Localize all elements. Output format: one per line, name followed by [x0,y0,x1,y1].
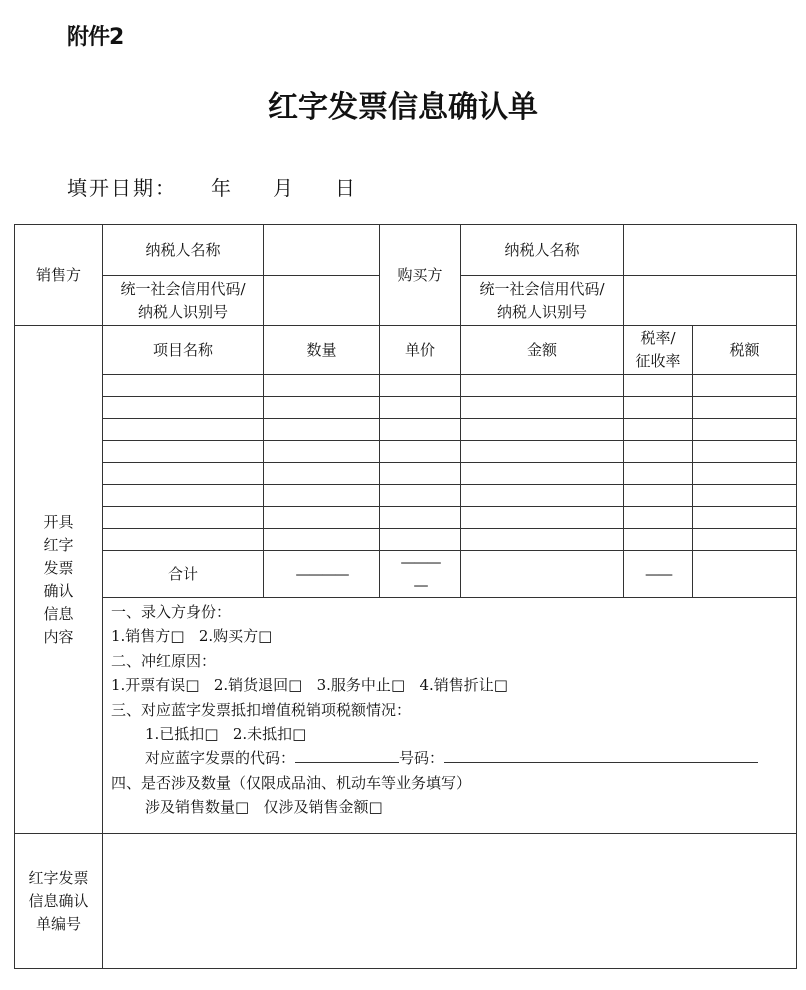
cell-unit-price[interactable] [380,419,461,441]
cell-unit-price[interactable] [380,485,461,507]
table-row [15,375,797,397]
cell-item-name[interactable] [103,397,264,419]
checkbox-sales-return[interactable]: □ [288,676,303,695]
cell-amount[interactable] [461,419,624,441]
cell-tax-amount[interactable] [693,485,797,507]
cell-quantity[interactable] [264,397,380,419]
total-quantity-dash: ———— [264,551,380,598]
cell-unit-price[interactable] [380,375,461,397]
checkbox-deducted[interactable]: □ [204,725,219,744]
section3-title: 三、对应蓝字发票抵扣增值税销项税额情况： [111,700,412,719]
option-seller-label: 1.销售方 [111,627,171,646]
table-row [15,441,797,463]
cell-tax-rate[interactable] [624,507,693,529]
section2-title: 二、冲红原因： [111,651,217,670]
cell-tax-amount[interactable] [693,397,797,419]
cell-amount[interactable] [461,375,624,397]
total-tax-rate-dash: —— [624,551,693,598]
option-not-deducted-label: 2.未抵扣 [232,725,293,744]
cell-tax-rate[interactable] [624,441,693,463]
cell-tax-amount[interactable] [693,529,797,551]
cell-amount[interactable] [461,485,624,507]
checkbox-amount-only[interactable]: □ [368,798,383,817]
unit-price-dash-line1: ——— [400,553,440,571]
col-header-tax-rate [624,326,693,375]
section1-title: 一、录入方身份： [111,603,232,621]
credit-code-label-line2: 纳税人识别号 [137,302,228,321]
section3-code-line [111,746,796,770]
credit-code-label-line1: 统一社会信用代码/ [120,279,246,298]
buyer-credit-code-label [461,276,624,326]
total-row [15,551,797,598]
cell-unit-price[interactable] [380,441,461,463]
checkbox-invoice-error[interactable]: □ [185,676,200,695]
cell-tax-rate[interactable] [624,419,693,441]
checkbox-sales-discount[interactable]: □ [493,676,508,695]
seller-label: 销售方 [15,225,103,326]
section2-options [111,673,796,697]
seller-taxpayer-name-label: 纳税人名称 [103,225,264,276]
page-title: 红字发票信息确认单 [268,90,538,125]
table-row [15,463,797,485]
cell-quantity[interactable] [264,463,380,485]
cell-unit-price[interactable] [380,397,461,419]
option-service-termination-label: 3.服务中止 [316,676,391,695]
cell-tax-amount[interactable] [693,507,797,529]
section1-options [111,624,796,648]
cell-unit-price[interactable] [380,507,461,529]
cell-tax-rate[interactable] [624,529,693,551]
cell-tax-amount[interactable] [693,463,797,485]
blue-invoice-code-field[interactable] [295,746,399,763]
cell-amount[interactable] [461,441,624,463]
cell-quantity[interactable] [264,507,380,529]
items-section-label [15,326,103,834]
checkbox-service-termination[interactable]: □ [390,676,406,695]
month-label: 月 [273,176,293,200]
col-header-tax-amount: 税额 [693,326,797,375]
cell-item-name[interactable] [103,529,264,551]
confirmation-label-line1: 红字发票 [28,868,89,887]
unit-price-dash-line2: — [413,576,427,594]
cell-amount[interactable] [461,529,624,551]
cell-tax-rate[interactable] [624,375,693,397]
section-label-line: 确认 [43,581,74,600]
cell-tax-amount[interactable] [693,441,797,463]
buyer-taxpayer-name-field[interactable] [624,225,797,276]
blue-invoice-number-label: 号码： [399,749,445,768]
cell-tax-rate[interactable] [624,397,693,419]
attachment-label: 附件2 [67,25,124,50]
cell-tax-rate[interactable] [624,463,693,485]
confirmation-label-line3: 单编号 [35,914,81,933]
party-row-name [15,225,797,276]
confirmation-label-line2: 信息确认 [28,891,89,910]
year-label: 年 [211,176,231,200]
cell-tax-rate[interactable] [624,485,693,507]
section-label-line: 内容 [43,627,74,646]
cell-amount[interactable] [461,397,624,419]
credit-code-label-line2: 纳税人识别号 [496,302,587,321]
col-header-quantity: 数量 [264,326,380,375]
items-header-row [15,326,797,375]
option-amount-only-label: 仅涉及销售金额 [263,798,369,817]
table-row [15,507,797,529]
col-header-unit-price: 单价 [380,326,461,375]
cell-item-name[interactable] [103,485,264,507]
table-row [15,485,797,507]
day-label: 日 [335,176,355,200]
fill-date-line [67,172,355,201]
cell-quantity[interactable] [264,375,380,397]
checkbox-not-deducted[interactable]: □ [292,725,307,744]
section3-options [111,722,796,746]
total-label: 合计 [103,551,264,598]
cell-amount[interactable] [461,507,624,529]
col-header-amount: 金额 [461,326,624,375]
confirmation-number-field[interactable] [103,834,797,969]
table-row [15,529,797,551]
cell-item-name[interactable] [103,441,264,463]
total-tax-amount-field[interactable] [693,551,797,598]
cell-quantity[interactable] [264,419,380,441]
section-label-line: 红字 [43,535,74,554]
fill-date-label: 填开日期： [67,176,177,200]
tax-rate-header-line2: 征收率 [635,352,681,370]
cell-quantity[interactable] [264,441,380,463]
credit-code-label-line1: 统一社会信用代码/ [479,279,605,298]
seller-credit-code-label [103,276,264,326]
table-row [15,419,797,441]
cell-tax-amount[interactable] [693,419,797,441]
tax-rate-header-line1: 税率/ [640,329,676,347]
cell-tax-amount[interactable] [693,375,797,397]
section-label-line: 发票 [43,558,74,577]
option-invoice-error-label: 1.开票有误 [111,676,186,695]
buyer-label: 购买方 [380,225,461,326]
col-header-item-name: 项目名称 [103,326,264,375]
option-sales-return-label: 2.销货退回 [213,676,289,695]
options-row [15,598,797,834]
cell-amount[interactable] [461,463,624,485]
section4-options [111,795,796,819]
blue-invoice-number-field[interactable] [444,746,758,763]
table-row [15,397,797,419]
checkbox-buyer[interactable]: □ [258,627,273,646]
section-label-line: 开具 [43,512,74,531]
cell-quantity[interactable] [264,485,380,507]
checkbox-involves-quantity[interactable]: □ [235,798,250,817]
option-involves-quantity-label: 涉及销售数量 [145,798,236,817]
cell-item-name[interactable] [103,463,264,485]
buyer-credit-code-field[interactable] [624,276,797,326]
confirmation-number-row [15,834,797,969]
confirmation-number-label [15,834,103,969]
blue-invoice-code-label: 对应蓝字发票的代码： [145,749,296,768]
section4-title: 四、是否涉及数量（仅限成品油、机动车等业务填写） [111,773,472,792]
total-amount-field[interactable] [461,551,624,598]
seller-credit-code-field[interactable] [264,276,380,326]
seller-taxpayer-name-field[interactable] [264,225,380,276]
option-deducted-label: 1.已抵扣 [145,725,205,744]
red-invoice-form-table [14,224,797,969]
cell-unit-price[interactable] [380,463,461,485]
option-sales-discount-label: 4.销售折让 [419,676,494,695]
cell-item-name[interactable] [103,419,264,441]
total-unit-price-dash [380,551,461,598]
cell-unit-price[interactable] [380,529,461,551]
section-label-line: 信息 [43,604,74,623]
options-panel [103,598,797,834]
cell-item-name[interactable] [103,375,264,397]
checkbox-seller[interactable]: □ [170,627,185,646]
option-buyer-label: 2.购买方 [198,627,259,646]
cell-quantity[interactable] [264,529,380,551]
buyer-taxpayer-name-label: 纳税人名称 [461,225,624,276]
cell-item-name[interactable] [103,507,264,529]
